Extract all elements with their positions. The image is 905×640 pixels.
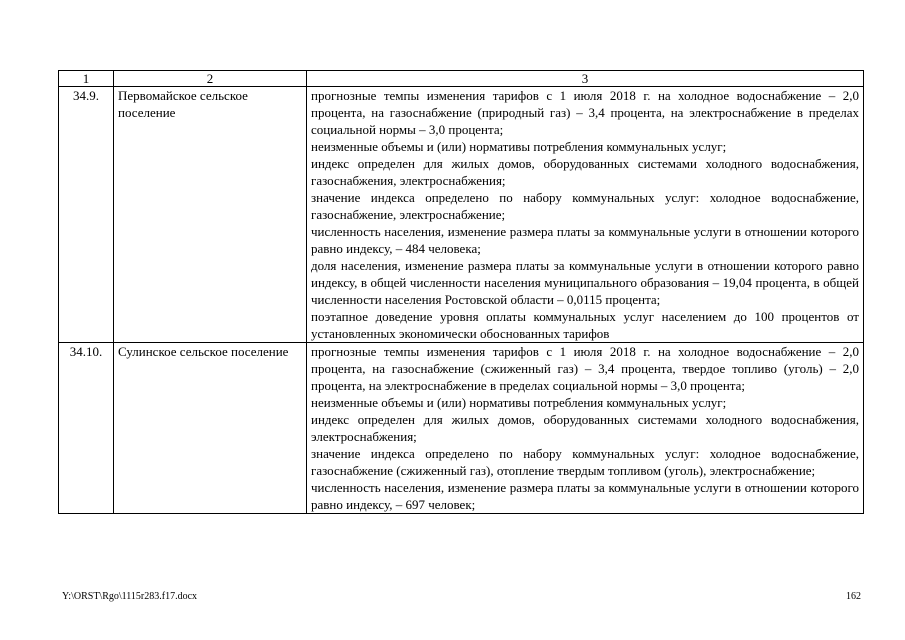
- settlement-name: Сулинское сельское поселение: [114, 343, 307, 514]
- description-paragraph: прогнозные темпы изменения тарифов с 1 июля 2018 г. на холодное водоснабжение – 2,0 процента, на газоснабжение (природный газ) – 3,4 процента, на электроснабжение в пределах социальной нормы – 3,0 процента;: [311, 88, 859, 137]
- description-paragraph: неизменные объемы и (или) нормативы потребления коммунальных услуг;: [311, 139, 727, 154]
- description-paragraph: значение индекса определено по набору коммунальных услуг: холодное водоснабжение, газоснабжение, электроснабжение;: [311, 190, 859, 222]
- table-row: [59, 87, 864, 343]
- description-paragraph: индекс определен для жилых домов, оборудованных системами холодного водоснабжения, электроснабжения;: [311, 412, 859, 444]
- header-cell-2: 2: [114, 71, 307, 87]
- description-paragraph: поэтапное доведение уровня оплаты коммунальных услуг населением до 100 процентов от установленных экономически обоснованных тарифов: [311, 309, 859, 341]
- description-paragraph: значение индекса определено по набору коммунальных услуг: холодное водоснабжение, газоснабжение (сжиженный газ), отопление твердым топливом (уголь), электроснабжение;: [311, 446, 859, 478]
- indicator-description: [307, 343, 864, 514]
- header-cell-3: 3: [307, 71, 864, 87]
- footer-page-number: 162: [846, 591, 861, 602]
- description-paragraph: численность населения, изменение размера платы за коммунальные услуги в отношении которого равно индексу, – 697 человек;: [311, 480, 859, 512]
- header-cell-1: 1: [59, 71, 114, 87]
- indicator-description: [307, 87, 864, 343]
- row-number: 34.10.: [59, 343, 114, 514]
- table-header-row: [59, 71, 864, 87]
- description-paragraph: неизменные объемы и (или) нормативы потребления коммунальных услуг;: [311, 395, 727, 410]
- description-paragraph: доля населения, изменение размера платы за коммунальные услуги в отношении которого равно индексу, в общей численности населения муниципального образования – 19,04 процента, в общей численности населения Ростовской области – 0,0115 процента;: [311, 258, 859, 307]
- settlement-name: Первомайское сельское поселение: [114, 87, 307, 343]
- tariff-table: [58, 70, 864, 514]
- description-paragraph: прогнозные темпы изменения тарифов с 1 июля 2018 г. на холодное водоснабжение – 2,0 процента, на газоснабжение (сжиженный газ) – 3,4 процента, твердое топливо (уголь) – 2,0 процента, на электроснабжение в пределах социальной нормы – 3,0 процента;: [311, 344, 859, 393]
- description-paragraph: численность населения, изменение размера платы за коммунальные услуги в отношении которого равно индексу, – 484 человека;: [311, 224, 859, 256]
- row-number: 34.9.: [59, 87, 114, 343]
- table-row: [59, 343, 864, 514]
- footer-file-path: Y:\ORST\Rgo\1115r283.f17.docx: [62, 591, 198, 602]
- description-paragraph: индекс определен для жилых домов, оборудованных системами холодного водоснабжения, газоснабжения, электроснабжения;: [311, 156, 859, 188]
